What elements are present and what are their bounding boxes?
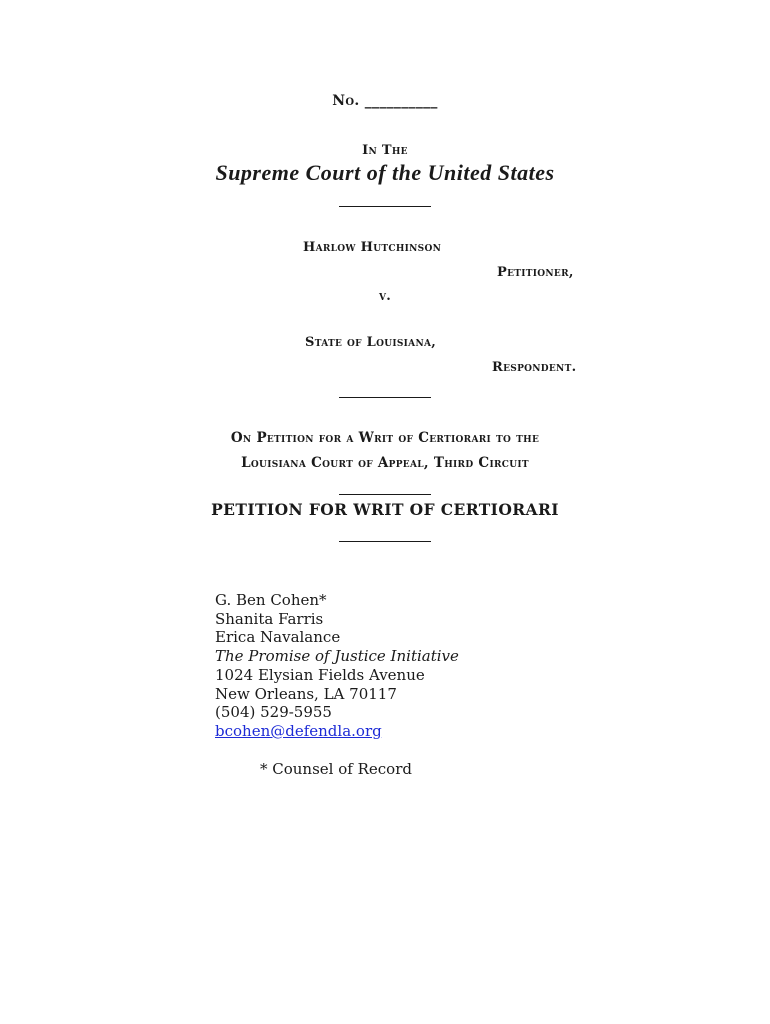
- counsel-name: Shanita Farris: [215, 609, 324, 628]
- counsel-address-line: New Orleans, LA 70117: [215, 684, 397, 703]
- separator-rule: [339, 494, 431, 495]
- lower-court-line-2: Louisiana Court of Appeal, Third Circuit: [241, 455, 529, 471]
- counsel-email-link[interactable]: bcohen@defendla.org: [215, 721, 382, 740]
- counsel-organization: The Promise of Justice Initiative: [215, 647, 459, 666]
- versus-label: v.: [378, 289, 392, 304]
- separator-rule: [339, 541, 431, 542]
- lower-court-line-1: On Petition for a Writ of Certiorari to the: [230, 430, 540, 446]
- separator-rule: [339, 206, 431, 207]
- respondent-name: State of Louisiana,: [305, 335, 437, 350]
- court-name: Supreme Court of the United States: [215, 160, 555, 185]
- counsel-name: G. Ben Cohen*: [215, 591, 327, 609]
- counsel-block: [215, 591, 459, 741]
- counsel-name: Erica Navalance: [215, 628, 341, 647]
- counsel-phone: (504) 529-5955: [215, 703, 332, 722]
- petitioner-role: Petitioner,: [497, 265, 574, 280]
- counsel-of-record-note: * Counsel of Record: [260, 760, 412, 778]
- respondent-role: Respondent.: [492, 360, 577, 375]
- separator-rule: [339, 397, 431, 398]
- counsel-address-line: 1024 Elysian Fields Avenue: [215, 665, 425, 684]
- petitioner-name: Harlow Hutchinson: [303, 240, 442, 255]
- docket-number: No. __________: [332, 93, 438, 109]
- in-the-label: In The: [362, 143, 408, 158]
- document-title: PETITION FOR WRIT OF CERTIORARI: [211, 500, 559, 519]
